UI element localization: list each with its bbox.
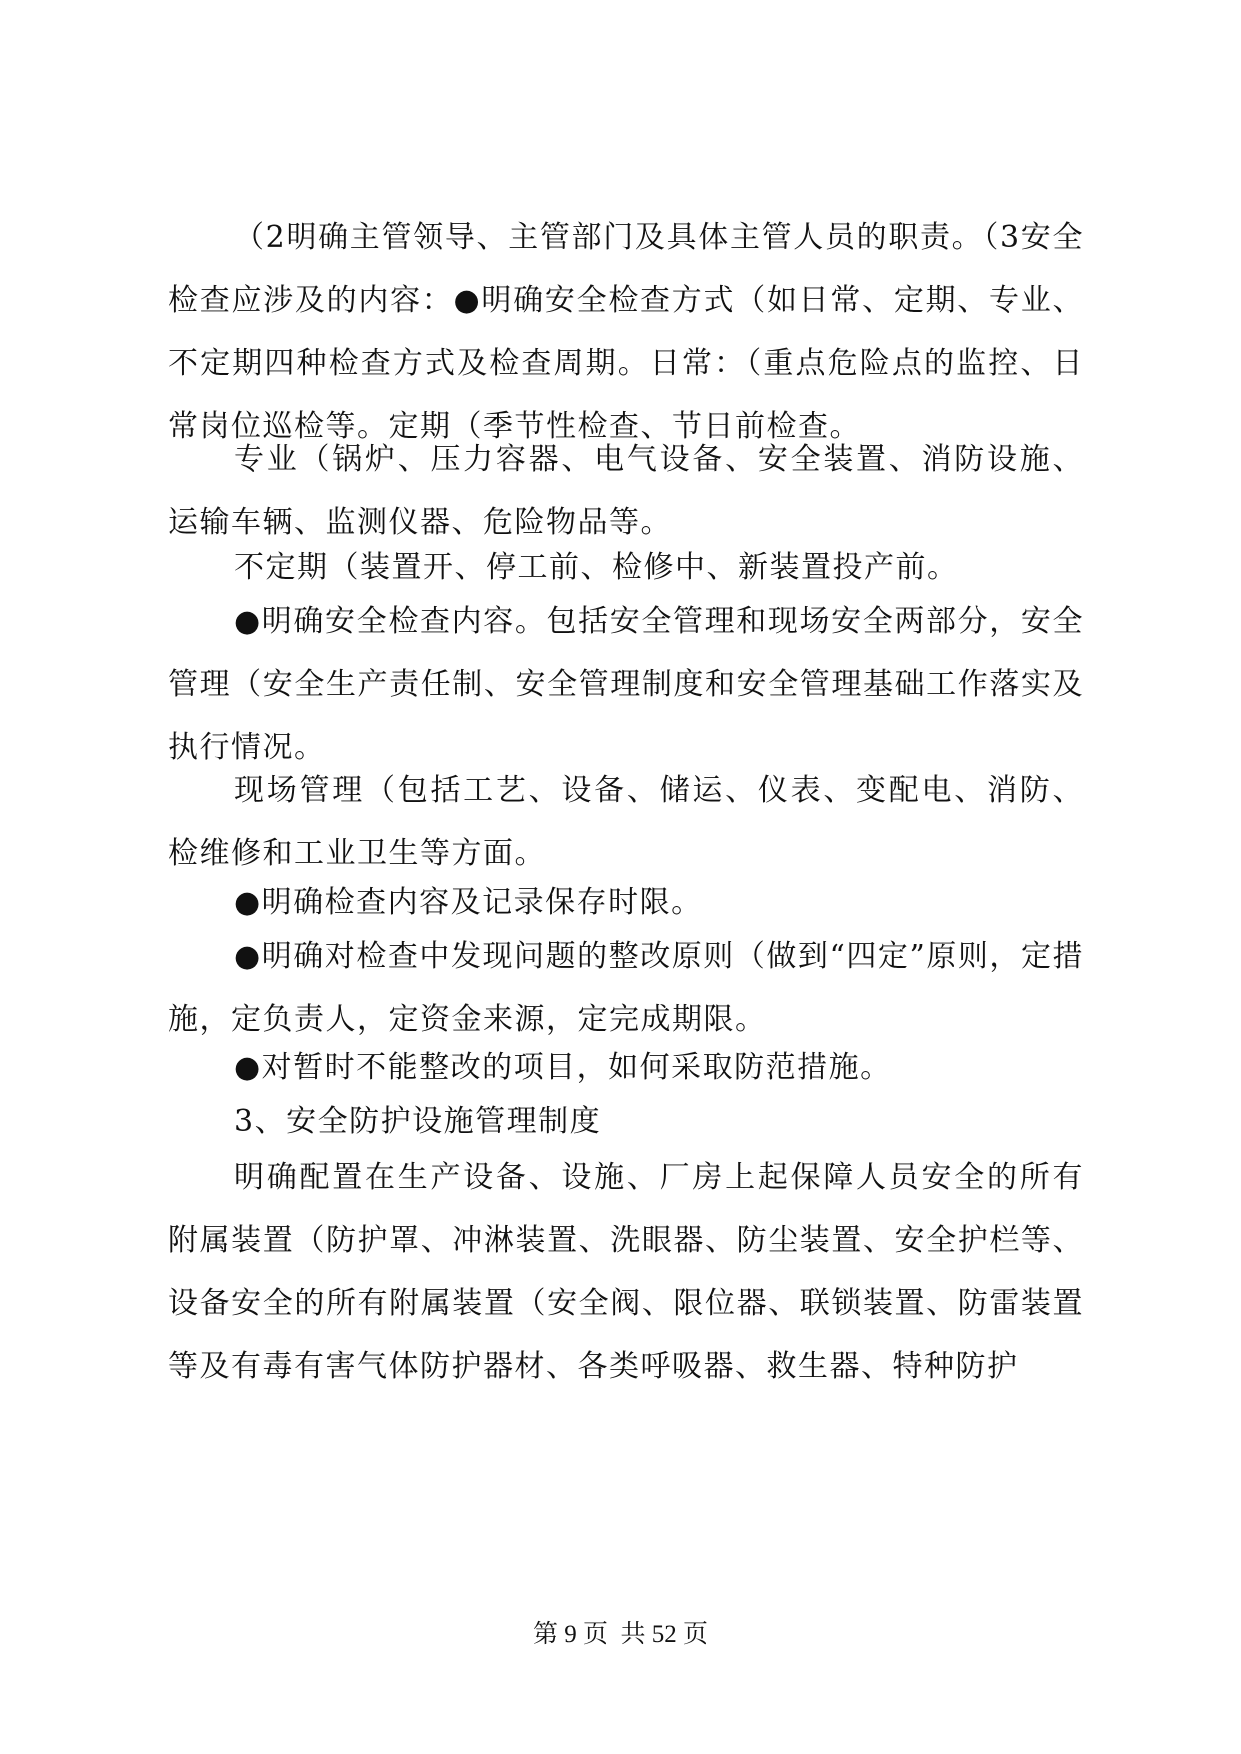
page-number-label: 第 9 页 共 52 页 [532, 1621, 708, 1648]
section-heading: 3、安全防护设施管理制度 [234, 1104, 602, 1139]
paragraph-3: 不定期（装置开、停工前、检修中、新装置投产前。 [234, 550, 959, 585]
paragraph-4: ●明确安全检查内容。包括安全管理和现场安全两部分，安全管理（安全生产责任制、安全管理制度和安全管理基础工作落实及执行情况。 [168, 604, 1084, 765]
paragraph-8: ●对暂时不能整改的项目，如何采取防范措施。 [234, 1050, 892, 1085]
paragraph-9: 明确配置在生产设备、设施、厂房上起保障人员安全的所有附属装置（防护罩、冲淋装置、洗眼器、防尘装置、安全护栏等、设备安全的所有附属装置（安全阀、限位器、联锁装置、防雷装置等及有毒有害气体防护器材、各类呼吸器、救生器、特种防护 [168, 1160, 1084, 1384]
paragraph-6: ●明确检查内容及记录保存时限。 [234, 885, 703, 920]
paragraph-7: ●明确对检查中发现问题的整改原则（做到“四定”原则，定措施，定负责人，定资金来源，定完成期限。 [168, 939, 1084, 1037]
paragraph-5: 现场管理（包括工艺、设备、储运、仪表、变配电、消防、检维修和工业卫生等方面。 [168, 773, 1084, 871]
page-footer [0, 1614, 1241, 1650]
paragraph-2: 专业（锅炉、压力容器、电气设备、安全装置、消防设施、运输车辆、监测仪器、危险物品等。 [168, 442, 1084, 540]
paragraph-1: （2明确主管领导、主管部门及具体主管人员的职责。（3安全检查应涉及的内容：●明确安全检查方式（如日常、定期、专业、不定期四种检查方式及检查周期。日常：（重点危险点的监控、日常岗位巡检等。定期（季节性检查、节日前检查。 [168, 220, 1084, 444]
